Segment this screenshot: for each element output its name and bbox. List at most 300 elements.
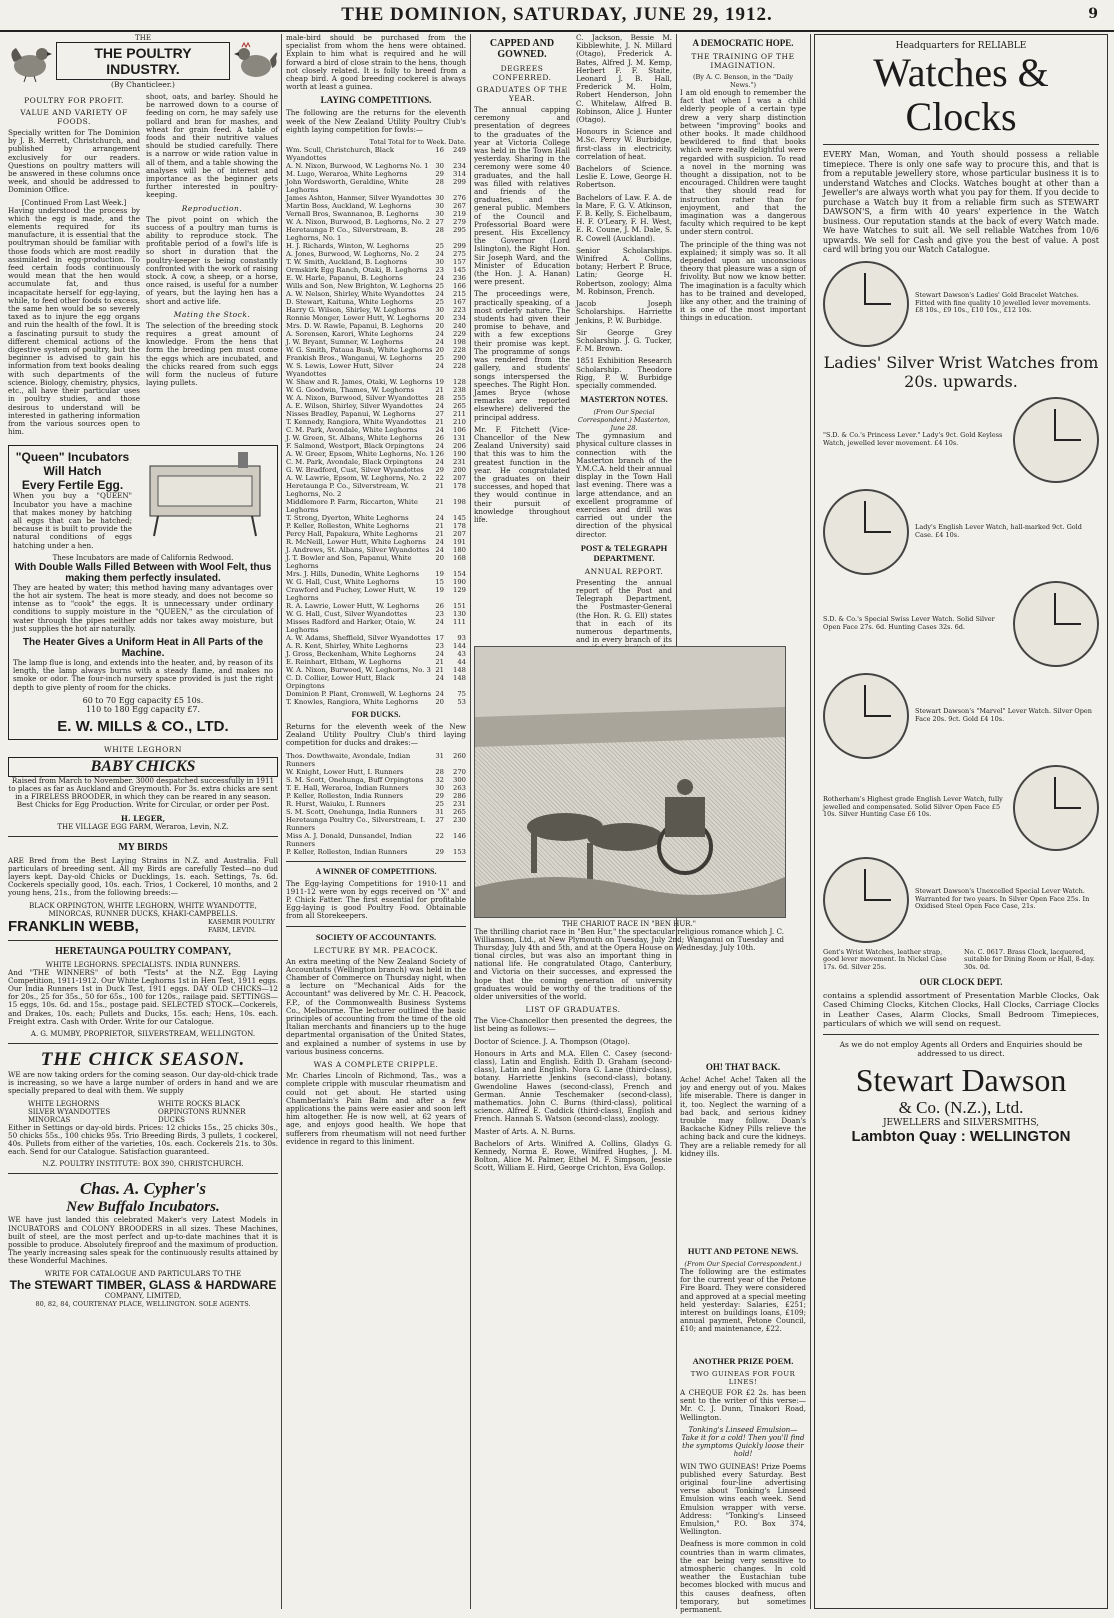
table-row [286, 362, 466, 378]
week-total: 31 [435, 807, 444, 816]
week-total: 22 [435, 831, 444, 840]
entrant-name: Nisses Bradley, Papanui, W. Leghorns [286, 410, 416, 419]
table-row [286, 498, 466, 514]
date-total: 263 [453, 783, 466, 792]
poultry-title: THE POULTRY INDUSTRY. [56, 42, 230, 80]
table-row [286, 832, 466, 848]
date-total: 231 [453, 458, 466, 467]
entrant-name: W. Knight, Lower Hutt, I. Runners [286, 767, 404, 776]
entrant-name: T. E. Hall, Weraroa, Indian Runners [286, 783, 409, 792]
grad-right5: Senior Scholarships. Winifred A. Collins, botany; Herbert P. Bruce, Latin; George H. Robertson, zoology; Alma M. Robinson, French. [576, 245, 672, 296]
entrant-name: J. Gross, Beckenham, White Leghorns [286, 650, 417, 659]
unexcelled-watch-icon [823, 857, 909, 943]
swiss-lever-watch-icon [1013, 581, 1099, 667]
queen-body: When you buy a "QUEEN" Incubator you have a machine that makes money by hatching all eggs that can be hatched; because it is built to provide the natural conditions of eggs hatching under a hen. [13, 491, 132, 550]
page-number: 9 [1088, 6, 1098, 22]
table-row [286, 554, 466, 570]
date-total: 267 [453, 202, 466, 211]
date-total: 207 [453, 530, 466, 539]
date-total: 148 [453, 666, 466, 675]
entrant-name: Ormskirk Egg Ranch, Otaki, B. Leghorns [286, 266, 428, 275]
entrant-name: P. Keller, Rolleston, India Runners [286, 791, 404, 800]
post-sub: ANNUAL REPORT. [584, 566, 664, 576]
table-row [286, 650, 466, 658]
heretaunga-sub: WHITE LEGHORNS. SPECIALISTS. INDIA RUNNERS. [45, 960, 241, 969]
entrant-name: A. Jones, Burwood, W. Leghorns, No. 2 [286, 250, 420, 259]
date-total: 198 [453, 498, 466, 507]
entrant-name: Thos. Dowthwaite, Avondale, Indian Runners [286, 751, 411, 768]
capped-body4: tional circles, but was also an important thing in national life. He congratulated Otago, Canterbury, and Victoria on their successes, and expressed the hope that the coming generation of university graduates would be worthy of the traditions of the older universities of the world. [474, 951, 672, 1002]
table-row [286, 514, 466, 522]
col2-intro-text: male-bird should be purchased from the specialist from whom the hens were obtained. Explain to him what is required and he will forward a bird of close strain to the hens, though not closely related. It is folly to breed from a cheap bird. A good breeding cockerel is always worth at least a guinea. [286, 33, 466, 92]
week-total: 26 [435, 434, 444, 443]
watches-clocks-title: Watches & Clocks [873, 50, 1049, 139]
grad-right2: Honours in Science and M.Sc. Percy W. Burbidge, first-class in electricity, correlation of heat. [576, 127, 672, 161]
hutt-head: HUTT AND PETONE NEWS. [687, 1246, 799, 1256]
entrant-name: E. W. Harle, Papanui, B. Leghorns [286, 274, 403, 283]
table-row [286, 442, 466, 450]
laying-intro: The following are the returns for the eleventh week of the New Zealand Utility Poultry Club's eighth laying competition for fowls:— [286, 108, 466, 134]
week-total: 24 [435, 338, 444, 347]
entrant-name: H. J. Richards, Winton, W. Leghorns [286, 242, 410, 251]
week-total: 20 [435, 314, 444, 323]
watch5-caption: S.D. & Co.'s Special Swiss Lever Watch. Solid Silver Open Face 27s. 6d. Hunting Cases 32s. 6d. [823, 615, 995, 631]
hutt-sub: (From Our Special Correspondent.) [684, 1260, 802, 1268]
week-total: 24 [435, 538, 444, 547]
grad-ba: Bachelors of Arts. Winifred A. Collins, Gladys G. Kennedy, Norma E. Rowe, Winifred Hughes, J. M. Bolton, Alice M. Palmer, Ethel M. F. Simpson, Jessie Scott, William E. Hird, George Crichton, Eva Gollop. [474, 1138, 672, 1173]
prize-sub: TWO GUINEAS FOR FOUR LINES! [690, 1370, 796, 1386]
week-total: 30 [435, 162, 444, 171]
table-row [286, 530, 466, 538]
date-total: 234 [453, 162, 466, 171]
entrant-name: W. Shaw and R. James, Otaki, W. Leghorns [286, 378, 433, 387]
date-total: 111 [453, 618, 466, 627]
week-total: 24 [435, 650, 444, 659]
table-row [286, 466, 466, 474]
laying-column-head: Total Total for to Week. Date. [369, 138, 466, 147]
week-total: 26 [435, 602, 444, 611]
entrant-name: Frankish Bros., Wanganui, W. Leghorns [286, 354, 423, 363]
entrant-name: W. G. Smith, Pataua Bush, White Leghorns [286, 346, 433, 355]
stewart-dawson-ad [814, 34, 1108, 1609]
mating-head: Mating the Stock. [173, 309, 251, 319]
date-total: 240 [453, 322, 466, 331]
entrant-name: A. W. Adams, Sheffield, Silver Wyandottes [286, 634, 431, 643]
date-total: 299 [453, 178, 466, 187]
table-row [286, 752, 466, 768]
date-total: 290 [453, 354, 466, 363]
column-4 [680, 34, 806, 1615]
grad-right7: Sir George Grey Scholarship. J. G. Tucker, F. M. Brown. [576, 327, 672, 354]
table-row [286, 410, 466, 418]
winner-body: The Egg-laying Competitions for 1910-11 and 1911-12 were won by eggs received on "X" and P. Chick Fatter. The first essential for profitable Egg-laying is good Poultry Food. Obtainable from all Storekeepers. [286, 878, 466, 921]
entrant-name: A. W. Lawrie, Epsom, W. Leghorns, No. 2 [286, 474, 427, 483]
training-head: THE TRAINING OF THE IMAGINATION. [691, 52, 795, 70]
week-total: 30 [435, 202, 444, 211]
entrant-name: Percy Hall, Papakura, White Leghorns [286, 530, 418, 539]
brand-company: & Co. (N.Z.), Ltd. [898, 1097, 1024, 1117]
entrant-name: W. A. Nixon, Burwood, Silver Wyandottes [286, 394, 429, 403]
chick-breeds-right: WHITE ROCKS BLACK ORPINGTONS RUNNER DUCKS [158, 1099, 246, 1124]
watch7-caption: Rotherham's Highest grade English Lever Watch, fully jewelled and compensated. Solid Silver Open Face £5 10s. Silver Hunting Case £6 10s. [823, 795, 1003, 819]
week-total: 19 [435, 570, 444, 579]
poultry-body2: shoot, oats, and barley. Should he be narrowed down to a course of feeding on corn, he may safely use pollard and bran for mashes, and wheat for grain feed. A table of foods and their nutritive values should be studied carefully. There is a narrow or wide ration value in all of them, and a table showing the analyses will be of interest and importance as the beginner gets further interested in poultry-keeping. [146, 92, 278, 200]
queen-lamp: The lamp flue is long, and extends into the heater, and, by reason of its length, the lamp always burns with a steady flame, and makes no smoke or odor. The four-inch nursery space provided is just the right depth to give plenty of room for the chicks. [13, 657, 273, 692]
queen-walls: With Double Walls Filled Between with Wool Felt, thus making them perfectly insulated. [14, 561, 272, 584]
entrant-name: J. Andrews, St. Albans, Silver Wyandottes [286, 546, 430, 555]
entrant-name: Miss A. J. Donald, Dunsandel, Indian Runners [286, 831, 412, 848]
week-total: 25 [435, 354, 444, 363]
week-total: 30 [435, 258, 444, 267]
queen-incubator-ad [8, 445, 278, 739]
mating-body: The selection of the breeding stock requires a great amount of knowledge. From the hens that form the breeding pen must come the eggs which are incubated, and the chicks reared from such eggs will form the nucleus of future laying pullets. [146, 320, 278, 388]
date-total: 180 [453, 546, 466, 555]
post-body: Presenting the annual report of the Post and Telegraph Department, the Postmaster-General (the Hon. R. G. Ell) states that in each of its numerous departments, and in every branch of its [576, 577, 672, 645]
week-total: 32 [435, 775, 444, 784]
week-total: 26 [435, 450, 444, 459]
entrant-name: J. T. Bowler and Son, Papanui, White Leghorns [286, 554, 412, 571]
date-total: 299 [453, 242, 466, 251]
week-total: 21 [435, 498, 444, 507]
bracelet-watch-icon [823, 261, 909, 347]
mybirds-breeds: BLACK ORPINGTON, WHITE LEGHORN, WHITE WYANDOTTE, MINORCAS, RUNNER DUCKS, KHAKI-CAMPBELLS. [29, 901, 257, 918]
table-row [286, 418, 466, 426]
date-total: 215 [453, 290, 466, 299]
grad-honours: Honours in Arts and M.A. Ellen C. Casey (second-class), Latin and English. Edith D. Graham (second-class), Latin and English. Nora G. Lane (third-class), botany. Harriette Jenkins (second-class), botany. Gwendoline Hawes (second-class), French and German. Annie Teschemaker (second-class), mathematics. John C. Burns (third-class), political science. Alfred E. Caddick (third-class), English and French. Hannah S. Watson (second-class), zoology. [474, 1048, 672, 1124]
week-total: 16 [435, 146, 444, 155]
watch8-caption: Stewart Dawson's Unexcelled Special Lever Watch. Warranted for two years. In Silver Open Face 25s. In Oxidised Steel Open Face Case, 21s. [915, 887, 1090, 911]
capped-head: CAPPED AND GOWNED. [489, 38, 555, 60]
ad-intro: EVERY Man, Woman, and Youth should possess a reliable timepiece. There is only one safe way to procure this, and that is from a reputable jewellery store, whose particular business it is to understand Watches and Clocks. Watches bought at other than a Jeweller's are always worth what you pay for them. If you decide to purchase a Watch buy it from a reliable firm such as STEWART DAWSON'S, a firm with 40 years' experience in the Watch business. Our reputation stands at the back of every Watch made. We have Watches to suit all. We sell reliable Watches from 10/6 upwards. We sell for Cash and give you the best of value. A post card will bring you our Watch Catalogue. [823, 150, 1099, 254]
week-total: 29 [435, 847, 444, 856]
grad-right6: Jacob Joseph Scholarships. Harriette Jenkins, P. W. Burbidge. [576, 299, 672, 325]
table-row [286, 698, 466, 706]
hutt-body: The following are the estimates for the current year of the Petone Fire Board. They were considered and approved at a special meeting held yesterday: Salaries, £251; interest on buildings loans, £109; annual payment, Petone Council, £10; and maintenance, £22. [680, 1267, 806, 1334]
entrant-name: D. Stewart, Kaituna, White Leghorns [286, 298, 414, 307]
poultry-body: Having understood the process by which the egg is made, and the elements required for its manufacture, it is essential that the poultryman should be familiar with those foods which are most readily assimilated in egg-production. To feed certain foods continuously would mean that the hen would accumulate fat, and thus incapacitate herself for egg-laying, while, to feed other foods to excess, the same hen would be so severely taxed as to injure the egg organs and ruin the health of the fowl. It is a fascinating pursuit to study the different chemical actions of the digestive system of poultry, but the beginner is advised to gain his information from text books dealing with such departments of the science. Biology, chemistry, physics, etc., all have their particular uses in poultry studies, and those desirous to understand will be interested in gathering information from the various sources open to him. [8, 205, 140, 437]
date-total: 219 [453, 210, 466, 219]
date-total: 44 [457, 658, 466, 667]
rooster-illustration-icon [234, 42, 278, 82]
date-total: 191 [453, 538, 466, 547]
clock-dept-body: contains a splendid assortment of Presentation Marble Clocks, Oak Cased Chiming Clocks, Kitchen Clocks, Hall Clocks, Carriage Clocks in Leather Cases, Alarm Clocks, Small Bedroom Timepieces, particulars of which we will send on request. [823, 991, 1099, 1029]
list-head: LIST OF GRADUATES. [525, 1005, 621, 1015]
graduates-head: GRADUATES OF THE YEAR. [476, 85, 568, 103]
date-total: 234 [453, 314, 466, 323]
queen-title3: Every Fertile Egg. [21, 478, 124, 493]
deafness-body: Deafness is more common in cold countries than in warm climates, the ear being very sensitive to atmospheric changes. In cold weather the Eustachian tube becomes blocked with mucus and this causes deafness, often temporary, but sometimes permanent. [680, 1539, 806, 1615]
brand-trade: JEWELLERS and SILVERSMITHS, [882, 1117, 1040, 1128]
poultry-sub1: POULTRY FOR PROFIT. [24, 96, 124, 105]
date-total: 144 [453, 642, 466, 651]
watch6-caption: Stewart Dawson's "Marvel" Lever Watch. Silver Open Face 20s. 9ct. Gold £4 10s. [915, 707, 1092, 723]
prize-body2: WIN TWO GUINEAS! Prize Poems published every Saturday. Best original four-line advertising verse about Tonking's Linseed Emulsion wins each week. Send Emulsion wrapper with verse. Address: "Tonking's Linseed Emulsion," P.O. Box 374, Wellington. [680, 1461, 806, 1537]
date-total: 178 [453, 522, 466, 531]
table-row [286, 298, 466, 306]
entrant-name: Vernall Bros, Swannanoa, B. Leghorns [286, 210, 419, 219]
entrant-name: Ronnie Monger, Lower Hutt, W. Leghorns [286, 314, 430, 323]
entrant-name: F. Salmond, Westport, Black Orpingtons [286, 442, 424, 451]
entrant-name: R. A. Lawrie, Lower Hutt, W. Leghorns [286, 602, 420, 611]
chick-body: WE are now taking orders for the coming season. Our day-old-chick trade is increasing, so we have a large number of orders in hand and we are specially prepared to deal with them. We supply [8, 1070, 278, 1096]
entrant-name: A. E. Wilson, Shirley, Silver Wyandottes [286, 402, 423, 411]
week-total: 20 [435, 346, 444, 355]
date-total: 167 [453, 298, 466, 307]
table-row [286, 602, 466, 610]
entrant-name: W. G. Hall, Cust, Silver Wyandottes [286, 610, 408, 619]
grad-right8: 1851 Exhibition Research Scholarship. Theodore Rigg, P. W. Burbidge specially commended. [576, 356, 672, 390]
watch1-caption: Stewart Dawson's Ladies' Gold Bracelet Watches. Fitted with fine quality 10 jewelled lever movements. £8 10s., £9 10s., £10 10s., £12 10s. [915, 291, 1091, 315]
week-total: 19 [435, 378, 444, 387]
week-total: 21 [435, 482, 444, 491]
franklin-webb: FRANKLIN WEBB, [8, 917, 139, 935]
table-row [286, 690, 466, 698]
entrant-name: R. Hurst, Waiuku, I. Runners [286, 799, 386, 808]
chick-breeds-left: WHITE LEGHORNS SILVER WYANDOTTES MINORCAS [28, 1099, 111, 1124]
date-total: 178 [453, 482, 466, 491]
agents-note: As we do not employ Agents all Orders and Enquiries should be addressed to us direct. [839, 1039, 1083, 1058]
table-row [286, 162, 466, 170]
date-total: 106 [453, 426, 466, 435]
week-total: 23 [435, 610, 444, 619]
week-total: 25 [435, 242, 444, 251]
week-total: 30 [435, 210, 444, 219]
lecture-body: An extra meeting of the New Zealand Society of Accountants (Wellington branch) was held in the Chamber of Commerce on Thursday night, when a lecture on "Mechanical Aids for the Accountant" was delivered by Mr. C. H. Peacock, F.P., of the Commonwealth Business Systems Co., Melbourne. The lecturer outlined the basic principles of accounting from the time of the old Italian merchants and financiers up to the huge departmental organisation of the United States, and explained a number of systems in use by various business concerns. [286, 956, 466, 1056]
picture-caption: THE CHARIOT RACE IN "BEN HUR." [562, 920, 696, 928]
watch3-caption: "S.D. & Co.'s Princess Lever." Lady's 9ct. Gold Keyless Watch, jewelled lever movement. £4 10s. [823, 431, 1003, 447]
english-lever-watch-icon [823, 489, 909, 575]
entrant-name: A. Sorensen, Karori, White Leghorns [286, 330, 413, 339]
week-total: 28 [435, 226, 444, 235]
table-row [286, 274, 466, 282]
table-row [286, 146, 466, 162]
grad-doctor: Doctor of Science. J. A. Thompson (Otago). [474, 1036, 630, 1046]
week-total: 30 [435, 194, 444, 203]
date-total: 145 [453, 266, 466, 275]
table-row [286, 642, 466, 650]
prize-body: A CHEQUE FOR £2 2s. has been sent to the writer of this verse:— Mr. C. J. Dunn, Tinakori Road, Wellington. [680, 1388, 806, 1422]
week-total: 27 [435, 815, 444, 824]
table-row [286, 658, 466, 666]
table-row [286, 346, 466, 354]
brand-name: Stewart Dawson [855, 1061, 1067, 1098]
date-total: 154 [453, 570, 466, 579]
date-total: 295 [453, 226, 466, 235]
date-total: 148 [453, 674, 466, 683]
masterton-sub: (From Our Special Correspondent.) Masterton, June 28. [577, 408, 671, 433]
date-total: 260 [453, 751, 466, 760]
date-total: 228 [453, 362, 466, 371]
entrant-name: W. S. Lewis, Lower Hutt, Silver Wyandottes [286, 362, 394, 379]
table-row [286, 522, 466, 530]
entrant-name: J. W. Green, St. Albans, White Leghorns [286, 434, 423, 443]
date-total: 130 [453, 610, 466, 619]
table-row [286, 194, 466, 202]
week-total: 24 [435, 362, 444, 371]
table-row [286, 314, 466, 322]
table-row [286, 378, 466, 386]
chick-prices: Either in Settings or day-old birds. Prices: 12 chicks 15s., 25 chicks 30s., 50 chicks 55s., 100 chicks 95s. Trio Breeding Birds, 3 pullets, 1 cockerel, 40s. Pullets from either of the varieties, 10s. each. Cockerels 21s. to 30s. each. Send for our Catalogue. Satisfaction guaranteed. [8, 1122, 278, 1157]
picture-note: The thrilling chariot race in "Ben Hur," the spectacular religious romance which J. C. Williamson, Ltd., at New Plymouth on Tuesday, July 2nd; Wanganui on Tuesday and Thursday, July 4th and 5th, and at the Opera House on Wednesday, July 10th. [474, 927, 784, 953]
chick-sign: N.Z. POULTRY INSTITUTE: BOX 390, CHRISTCHURCH. [42, 1160, 244, 1169]
grad-right1: C. Jackson, Bessie M. Kibblewhite, J. N. Millard (Otago), Frederick A. Bates, Alfred J. M. Kemp, Herbert F. F. Staite, Leonard J. B. Hall, Frederick M. Holm, Robert Henderson, John C. Whitelaw, Alfred B. Robinson, Alice J. Hunter (Otago). [576, 33, 672, 125]
poultry-sub2: VALUE AND VARIETY OF FOODS. [20, 108, 128, 126]
table-row [286, 800, 466, 808]
week-total: 25 [435, 282, 444, 291]
date-total: 255 [453, 394, 466, 403]
capped-body3: Mr. F. Fitchett (Vice-Chancellor of the New Zealand University) said that this was to him the greatest function in the year. He congratulated the graduates on their successes, and hoped that they would continue in their pursuit of knowledge throughout life. [474, 424, 570, 524]
masthead [0, 0, 1114, 32]
date-total: 200 [453, 466, 466, 475]
table-row [286, 242, 466, 250]
week-total: 24 [435, 618, 444, 627]
table-row [286, 784, 466, 792]
entrant-name: P. Keller, Rolleston, Indian Runners [286, 847, 408, 856]
date-total: 236 [453, 274, 466, 283]
masterton-body: The gymnasium and physical culture classes in connection with the Masterton branch of the Y.M.C.A. held their annual display in the Town Hall last evening. There was a large attendance, and an excellent programme of exercises and drill was carried out under the direction of the physical director. [576, 431, 672, 539]
entrant-name: J. W. Bryant, Sumner, W. Leghorns [286, 338, 404, 347]
entrant-name: P. Keller, Rolleston, White Leghorns [286, 522, 410, 531]
queen-heater: The Heater Gives a Uniform Heat in All Parts of the Machine. [22, 636, 264, 659]
week-total: 28 [435, 178, 444, 187]
queen-heat-body: They are heated by water; this method having many advantages over the hot air system. The heat is more steady, and does not become so intense as to "cook" the eggs. It is unnecessary under ordinary conditions to supply moisture in the "QUEEN," as the circulation of water through the pipes neither adds nor takes away moisture, but just supplies the hot air naturally. [13, 582, 273, 633]
date-total: 270 [453, 767, 466, 776]
entrant-name: W. A. Nixon, Burwood, B. Leghorns, No. 2 [286, 218, 431, 227]
week-total: 25 [435, 298, 444, 307]
baby-sign1: H. LEGER, [120, 813, 166, 823]
continued-note: [Continued From Last Week.] [21, 198, 127, 207]
entrant-name: E. Reinhart, Eltham, W. Leghorns [286, 658, 402, 667]
entrant-name: Harry G. Wilson, Shirley, W. Leghorns [286, 306, 416, 315]
table-row [286, 586, 466, 602]
table-row [286, 354, 466, 362]
date-total: 93 [457, 634, 466, 643]
date-total: 190 [453, 450, 466, 459]
week-total: 29 [435, 466, 444, 475]
date-total: 198 [453, 338, 466, 347]
week-total: 21 [435, 666, 444, 675]
week-total: 29 [435, 791, 444, 800]
week-total: 20 [435, 322, 444, 331]
table-row [286, 226, 466, 242]
mybirds-body: ARE Bred from the Best Laying Strains in N.Z. and Australia. Full particulars of breeding sent. All my Birds are carefully Tested—no dud layers kept. Day-old Chicks or Ducklings, 1s. each. Settings, 7s. 6d. Cockerels specially good, 10s. each. Trios, 1 Cockerel, 10 months, and 2 young hens, 21s., from the following breeds:— [8, 855, 278, 898]
week-total: 30 [435, 783, 444, 792]
date-total: 265 [453, 402, 466, 411]
table-row [286, 386, 466, 394]
date-total: 275 [453, 250, 466, 259]
week-total: 20 [435, 554, 444, 563]
masthead-title: THE DOMINION, SATURDAY, JUNE 29, 1912. [341, 4, 773, 25]
list-body: The Vice-Chancellor then presented the degrees, the list being as follows:— [474, 1016, 672, 1034]
brand-address: Lambton Quay : WELLINGTON [851, 1127, 1071, 1145]
week-total: 24 [435, 426, 444, 435]
incubator-illustration-icon [138, 450, 273, 536]
queen-firm: E. W. MILLS & CO., LTD. [57, 717, 229, 735]
week-total: 31 [435, 751, 444, 760]
table-row [286, 202, 466, 210]
entrant-name: W. A. Nixon, Burwood, W. Leghorns, No. 3 [286, 666, 431, 675]
date-total: 230 [453, 815, 466, 824]
column-1 [8, 34, 278, 1609]
mybirds-head: MY BIRDS [118, 841, 168, 853]
week-total: 23 [435, 642, 444, 651]
week-total: 24 [435, 458, 444, 467]
queen-price1: 60 to 70 Egg capacity £5 10s. [82, 695, 204, 705]
date-total: 146 [453, 831, 466, 840]
masterton-head: MASTERTON NOTES. [580, 394, 668, 405]
week-total: 30 [435, 306, 444, 315]
entrant-name: M. Lugo, Weraroa, White Leghorns [286, 170, 408, 179]
table-row [286, 330, 466, 338]
date-total: 207 [453, 474, 466, 483]
date-total: 229 [453, 330, 466, 339]
stewart-timber-address: 80, 82, 84, COURTENAY PLACE, WELLINGTON. SOLE AGENTS. [35, 1299, 251, 1308]
prize-head: ANOTHER PRIZE POEM. [692, 1356, 794, 1366]
democratic-body2: The principle of the thing was not explained; it simply was so. It all depended upon an unconscious theory that pleasure was a sign of frivolity. But now we know better. The imagination is a faculty which has to be trained and developed, like any other, and the training of it is one of the most important things in education. [680, 239, 806, 323]
entrant-name: James Ashton, Hanmer, Silver Wyandottes [286, 194, 432, 203]
leghorn-head: WHITE LEGHORN [104, 744, 182, 754]
table-row [286, 306, 466, 314]
entrant-name: S. M. Scott, Onehunga, India Runners [286, 807, 417, 816]
watch2-caption: Ladies' Silver Wrist Watches from 20s. upwards. [823, 352, 1099, 391]
queen-price2: 110 to 180 Egg capacity £7. [85, 704, 200, 714]
queen-redwood: These Incubators are made of California Redwood. [52, 553, 234, 562]
week-total: 21 [435, 658, 444, 667]
table-row [286, 482, 466, 498]
table-row [286, 618, 466, 634]
prize-verse: Tonking's Linseed Emulsion— Take it for a cold! Then you'll find the symptoms Quickly loose their hold! [681, 1424, 805, 1459]
date-total: 157 [453, 258, 466, 267]
week-total: 24 [435, 274, 444, 283]
table-row [286, 816, 466, 832]
week-total: 24 [435, 290, 444, 299]
ducks-table [286, 752, 466, 856]
date-total: 166 [453, 282, 466, 291]
date-total: 228 [453, 346, 466, 355]
week-total: 20 [435, 698, 444, 707]
entrant-name: Crawford and Fuchey, Lower Hutt, W. Leghorns [286, 586, 417, 603]
table-row [286, 634, 466, 642]
week-total: 19 [435, 586, 444, 595]
entrant-name: Wm. Scull, Christchurch, Black Wyandottes [286, 146, 394, 163]
marvel-watch-icon [823, 673, 909, 759]
week-total: 24 [435, 690, 444, 699]
table-row [286, 776, 466, 784]
ducks-intro: Returns for the eleventh week of the New Zealand Utility Poultry Club's third laying competition for ducks and drakes:— [286, 722, 466, 748]
week-total: 24 [435, 402, 444, 411]
week-total: 21 [435, 418, 444, 427]
date-total: 211 [453, 410, 466, 419]
entrant-name: W. G. Goodwin, Thames, W. Leghorns [286, 386, 415, 395]
entrant-name: S. M. Scott, Onehunga, Buff Orpingtons [286, 775, 424, 784]
table-row [286, 848, 466, 856]
date-total: 300 [453, 775, 466, 784]
cypher-write: WRITE FOR CATALOGUE AND PARTICULARS TO THE [44, 1269, 242, 1278]
date-total: 168 [453, 554, 466, 563]
table-row [286, 768, 466, 776]
democratic-by: (By A. C. Benson, in the "Daily News.") [692, 73, 794, 89]
lecture-head: LECTURE BY MR. PEACOCK. [313, 945, 439, 955]
week-total: 22 [435, 474, 444, 483]
table-row [286, 218, 466, 226]
date-total: 151 [453, 602, 466, 611]
grad-master: Master of Arts. A. N. Burns. [474, 1126, 576, 1136]
cripple-head: WAS A COMPLETE CRIPPLE. [313, 1060, 439, 1070]
date-total: 145 [453, 514, 466, 523]
poultry-header: THE THE POULTRY INDUSTRY. (By Chanticleer.) [8, 34, 278, 89]
table-row [286, 570, 466, 578]
entrant-name: Heretaunga P. Co., Silverstream, W. Leghorns, No. 2 [286, 482, 409, 499]
